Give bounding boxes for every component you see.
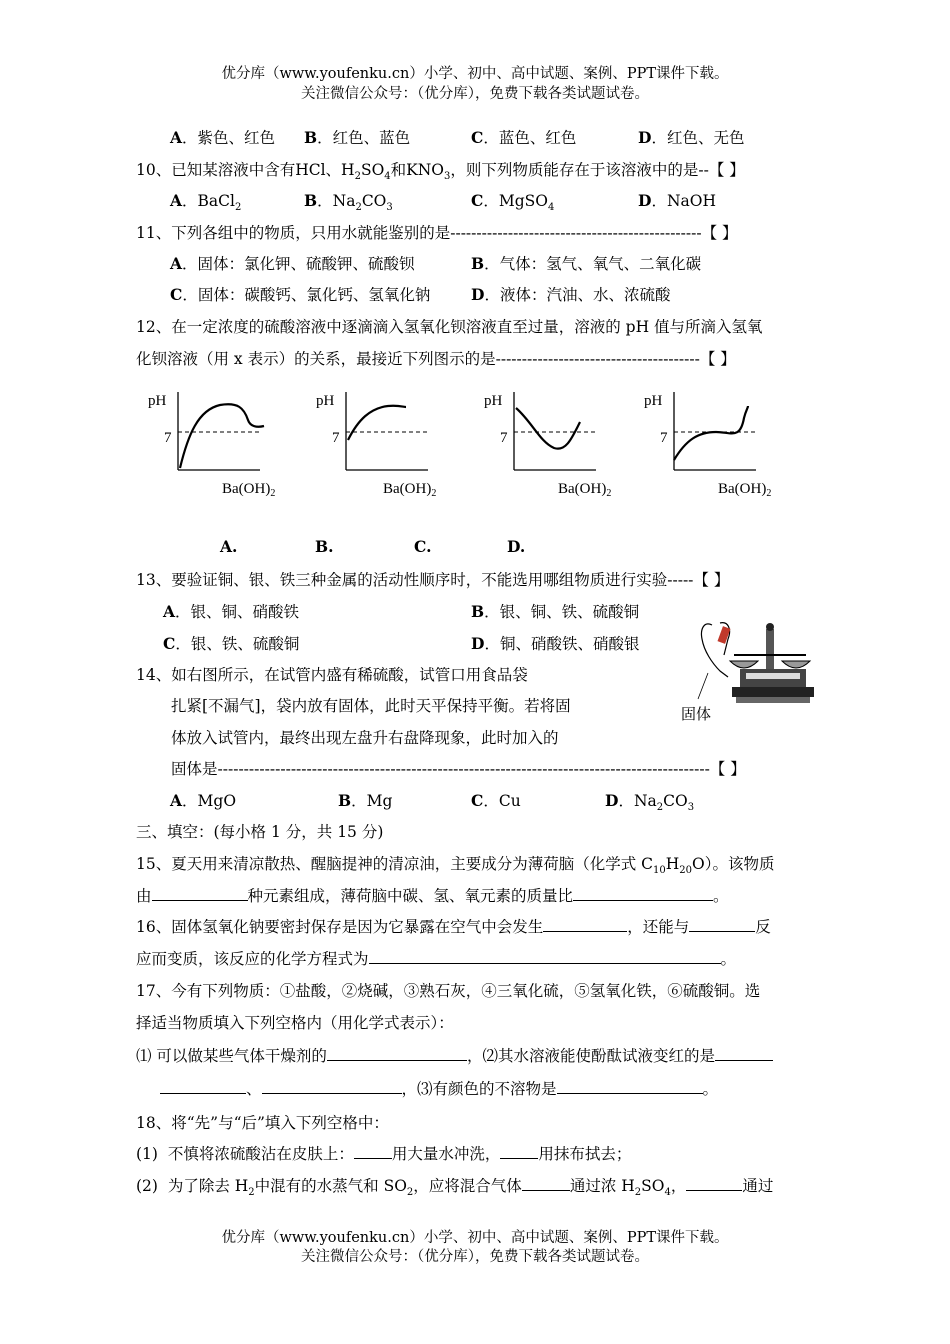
q16-blank-1[interactable] (543, 917, 627, 932)
q10-option-c: C．MgSO$_4$ (471, 191, 555, 214)
q17-blank-3[interactable] (160, 1079, 246, 1094)
q12-question-line-1: 12、在一定浓度的硫酸溶液中逐滴滴入氢氧化钡溶液直至过量，溶液的 pH 值与所滴入氢氧 (136, 318, 763, 336)
q14-question-line-2: 扎紧[不漏气]，袋内放有固体，此时天平保持平衡。若将固 (171, 697, 571, 715)
graph-a-ylabel: pH (148, 393, 167, 409)
graph-a-ytick: 7 (164, 430, 172, 446)
q17-line-1: 17、今有下列物质：①盐酸，②烧碱，③熟石灰，④三氧化硫，⑤氢氧化铁，⑥硫酸铜。选 (136, 982, 761, 1000)
q10-question: 10、已知某溶液中含有HCl、$H_2SO_4$和$KNO_3$，则下列物质能存在于该溶液中的是--【 】 (136, 161, 745, 183)
svg-text:Ba(OH)2: $Ba(OH)_2$ (718, 481, 772, 499)
q17-blank-1[interactable] (327, 1046, 467, 1061)
q17-line-4: 、 ，⑶有颜色的不溶物是 。 (160, 1077, 718, 1099)
svg-text:pH: pH (484, 393, 503, 409)
svg-text:Ba(OH)2: $Ba(OH)_2$ (383, 481, 437, 499)
svg-text:pH: pH (644, 393, 663, 409)
q12-label-d: D. (507, 537, 526, 556)
q12-label-a: A. (220, 537, 238, 556)
footer-line-2: 关注微信公众号：（优分库），免费下载各类试题试卷。 (301, 1249, 649, 1265)
q11-question: 11、下列各组中的物质，只用水就能鉴别的是------------------------------------------------【 】 (136, 224, 738, 242)
q16-line-2: 应而变质，该反应的化学方程式为 。 (136, 950, 737, 968)
q17-line-2: 择适当物质填入下列空格内（用化学式表示）： (136, 1014, 454, 1032)
q14-question-line-1: 14、如右图所示，在试管内盛有稀硫酸，试管口用食品袋 (136, 666, 528, 684)
q18-blank-2[interactable] (500, 1144, 538, 1159)
q9-option-d: D．红色、无色 (638, 128, 745, 147)
q11-option-b: B．气体：氢气、氧气、二氧化碳 (471, 254, 702, 273)
q9-option-c: C．蓝色、红色 (471, 128, 577, 147)
q12-question-line-2: 化钡溶液（用 x 表示）的关系，最接近下列图示的是---------------------------------------【 】 (136, 350, 736, 368)
q11-option-c: C．固体：碳酸钙、氯化钙、氢氧化钠 (170, 285, 431, 304)
q13-question: 13、要验证铜、银、铁三种金属的活动性顺序时，不能选用哪组物质进行实验-----【 】 (136, 571, 730, 589)
q15-line-2: 由 种元素组成，薄荷脑中碳、氢、氧元素的质量比 。 (136, 887, 729, 905)
q18-part-1: (1) 不慎将浓硫酸沾在皮肤上： 用大量水冲洗， 用抹布拭去； (136, 1145, 632, 1163)
q14-option-b: B．Mg (338, 791, 393, 810)
q12-graph-d (636, 380, 796, 509)
header-line-2: 关注微信公众号：（优分库），免费下载各类试题试卷。 (301, 86, 649, 102)
header-line-1: 优分库（www.youfenku.cn）小学、初中、高中试题、案例、PPT课件下载。 (221, 66, 729, 82)
q16-blank-2[interactable] (689, 917, 755, 932)
q13-option-a: A．银、铜、硝酸铁 (163, 602, 300, 621)
q10-option-a: A．BaCl$_2$ (170, 191, 242, 214)
q17-blank-5[interactable] (557, 1079, 703, 1094)
q17-line-3: ⑴ 可以做某些气体干燥剂的 ，⑵其水溶液能使酚酞试液变红的是 (136, 1044, 773, 1066)
q9-option-b: B．红色、蓝色 (304, 128, 411, 147)
q15-line-1: 15、夏天用来清凉散热、醒脑提神的清凉油，主要成分为薄荷脑（化学式 $C_{10}H_{20}O$）。该物质 (136, 855, 775, 877)
q14-balance-figure (676, 615, 816, 729)
q18-part-2: (2) 为了除去 $H_2$中混有的水蒸气和 $SO_2$，应将混合气体 通过浓 $H_2SO_4$， 通过 (136, 1177, 774, 1199)
q9-option-a: A．紫色、红色 (170, 128, 276, 147)
q16-blank-3[interactable] (369, 949, 721, 964)
q18-blank-4[interactable] (686, 1176, 742, 1191)
q18-blank-1[interactable] (354, 1144, 392, 1159)
q13-option-b: B．银、铜、铁、硫酸铜 (471, 602, 640, 621)
q13-option-c: C．银、铁、硫酸铜 (163, 634, 300, 653)
q18-blank-3[interactable] (522, 1176, 570, 1191)
q14-option-a: A．MgO (170, 791, 237, 810)
q12-label-b: B. (315, 537, 334, 556)
svg-text:7: 7 (660, 430, 668, 446)
svg-text:pH: pH (316, 393, 335, 409)
q14-option-d: D．$Na_2CO_3$ (605, 791, 695, 814)
q12-graph-b (308, 380, 468, 509)
q14-option-c: C．Cu (471, 791, 521, 810)
section-3-title: 三、填空：(每小格 1 分，共 15 分) (136, 823, 384, 841)
q12-label-c: C. (414, 537, 432, 556)
q14-question-line-3: 体放入试管内，最终出现左盘升右盘降现象，此时加入的 (171, 729, 559, 747)
svg-text:Ba(OH)2: $Ba(OH)_2$ (558, 481, 612, 499)
q11-option-a: A．固体：氯化钾、硫酸钾、硫酸钡 (170, 254, 415, 273)
q14-figure-label: 固体 (681, 707, 712, 723)
q17-blank-4[interactable] (262, 1079, 402, 1094)
q10-option-b: B．$Na_2CO_3$ (304, 191, 393, 214)
q12-graph-c (476, 380, 636, 509)
q14-question-line-4: 固体是----------------------------------------------------------------------------------------------【 】 (171, 760, 746, 778)
q15-blank-2[interactable] (573, 886, 713, 901)
q17-blank-2[interactable] (715, 1046, 773, 1061)
footer-line-1: 优分库（www.youfenku.cn）小学、初中、高中试题、案例、PPT课件下载。 (221, 1230, 729, 1246)
svg-text:7: 7 (332, 430, 340, 446)
q16-line-1: 16、固体氢氧化钠要密封保存是因为它暴露在空气中会发生 ，还能与 反 (136, 918, 771, 936)
q11-option-d: D．液体：汽油、水、浓硫酸 (471, 285, 671, 304)
q10-option-d: D．NaOH (638, 191, 716, 210)
svg-text:Ba(OH)2: $Ba(OH)_2$ (222, 481, 276, 499)
q15-blank-1[interactable] (152, 886, 248, 901)
q18-line-1: 18、将“先”与“后”填入下列空格中： (136, 1114, 389, 1132)
svg-text:7: 7 (500, 430, 508, 446)
q13-option-d: D．铜、硝酸铁、硝酸银 (471, 634, 640, 653)
q12-graph-a (140, 380, 300, 509)
